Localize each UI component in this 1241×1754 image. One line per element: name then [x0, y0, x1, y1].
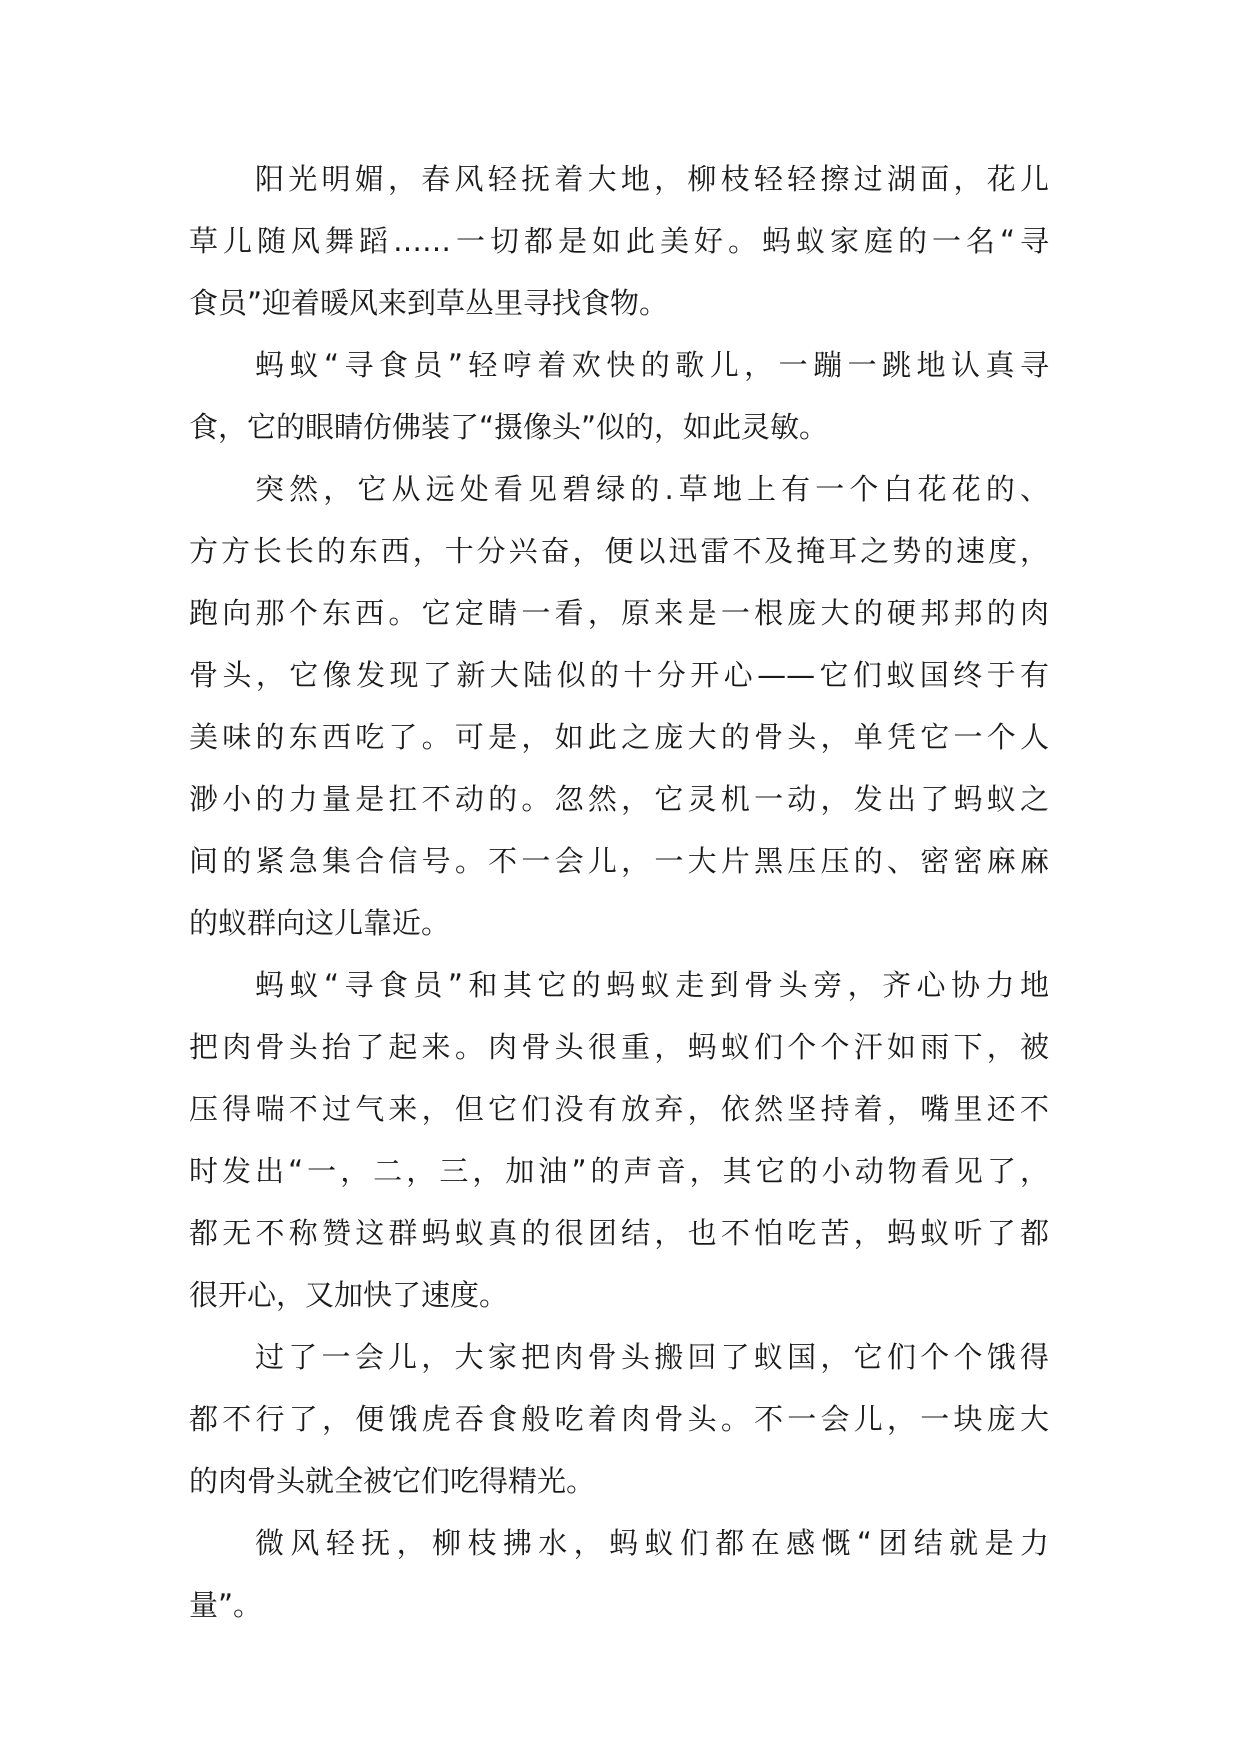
text-line: 间的紧急集合信号。不一会儿，一大片黑压压的、密密麻麻: [189, 844, 1049, 878]
paragraph-5: [189, 1326, 1049, 1512]
text-line: 渺小的力量是扛不动的。忽然，它灵机一动，发出了蚂蚁之: [189, 782, 1049, 816]
paragraph-1: [189, 148, 1049, 334]
text-line: 量”。: [189, 1588, 263, 1622]
text-line: 草儿随风舞蹈……一切都是如此美好。蚂蚁家庭的一名“寻: [189, 224, 1049, 258]
paragraph-2: [189, 334, 1049, 458]
text-line: 很开心，又加快了速度。: [189, 1278, 509, 1312]
paragraph-3: [189, 458, 1049, 954]
text-line: 时发出“一，二，三，加油”的声音，其它的小动物看见了，: [189, 1154, 1049, 1188]
text-line: 骨头，它像发现了新大陆似的十分开心——它们蚁国终于有: [189, 658, 1049, 692]
text-line: 蚂蚁“寻食员”轻哼着欢快的歌儿，一蹦一跳地认真寻: [255, 348, 1049, 382]
text-line: 跑向那个东西。它定睛一看，原来是一根庞大的硬邦邦的肉: [189, 596, 1049, 630]
text-line: 方方长长的东西，十分兴奋，便以迅雷不及掩耳之势的速度，: [189, 534, 1049, 568]
text-line: 突然，它从远处看见碧绿的.草地上有一个白花花的、: [255, 472, 1049, 506]
text-line: 都无不称赞这群蚂蚁真的很团结，也不怕吃苦，蚂蚁听了都: [189, 1216, 1049, 1250]
text-line: 都不行了，便饿虎吞食般吃着肉骨头。不一会儿，一块庞大: [189, 1402, 1049, 1436]
paragraph-6: [189, 1512, 1049, 1636]
text-line: 的肉骨头就全被它们吃得精光。: [189, 1464, 596, 1498]
text-line: 微风轻抚，柳枝拂水，蚂蚁们都在感慨“团结就是力: [255, 1526, 1049, 1560]
text-line: 把肉骨头抬了起来。肉骨头很重，蚂蚁们个个汗如雨下，被: [189, 1030, 1049, 1064]
text-line: 的蚁群向这儿靠近。: [189, 906, 451, 940]
paragraph-4: [189, 954, 1049, 1326]
text-line: 食，它的眼睛仿佛装了“摄像头”似的，如此灵敏。: [189, 410, 829, 444]
text-line: 压得喘不过气来，但它们没有放弃，依然坚持着，嘴里还不: [189, 1092, 1049, 1126]
text-line: 阳光明媚，春风轻抚着大地，柳枝轻轻擦过湖面，花儿: [255, 162, 1049, 196]
text-line: 美味的东西吃了。可是，如此之庞大的骨头，单凭它一个人: [189, 720, 1049, 754]
document-page: [189, 148, 1049, 1636]
text-line: 食员”迎着暖风来到草丛里寻找食物。: [189, 286, 669, 320]
text-line: 蚂蚁“寻食员”和其它的蚂蚁走到骨头旁，齐心协力地: [255, 968, 1049, 1002]
text-line: 过了一会儿，大家把肉骨头搬回了蚁国，它们个个饿得: [255, 1340, 1049, 1374]
